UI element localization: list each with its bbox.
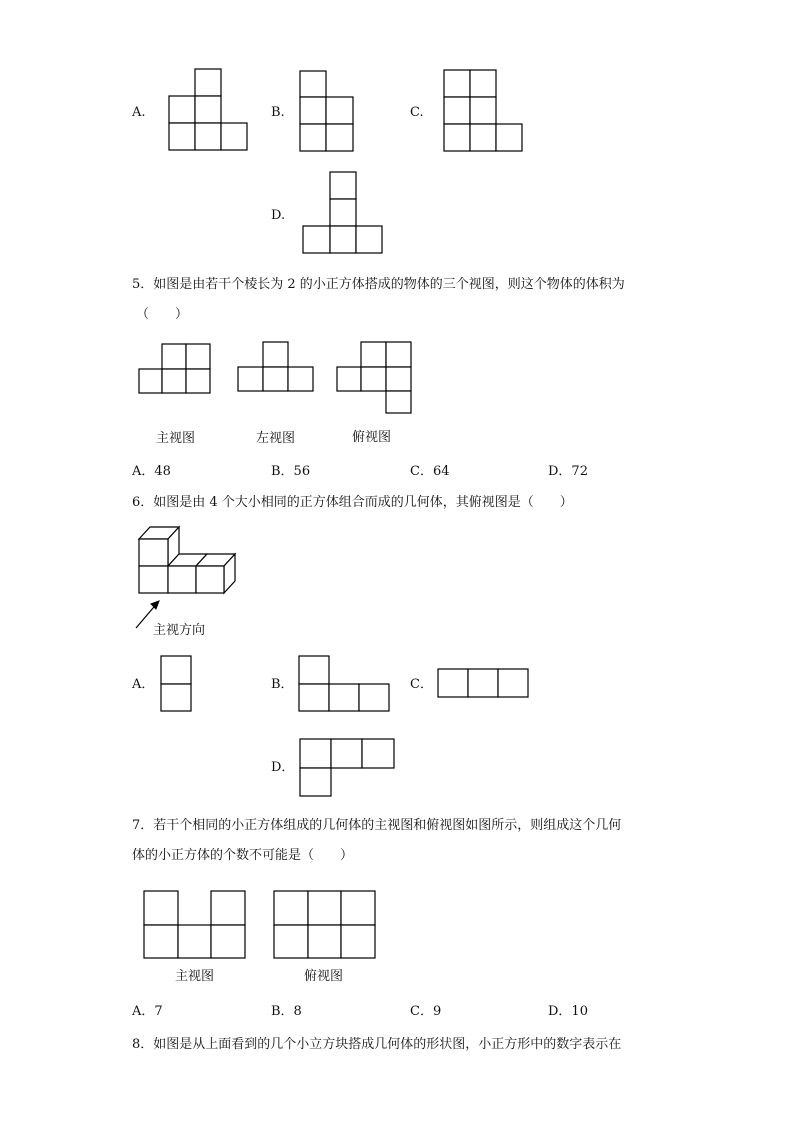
q7-stem-line2: 体的小正方体的个数不可能是（ ） <box>132 848 354 863</box>
q4-option-b-figure <box>299 71 355 153</box>
q6-option-d-figure <box>299 738 397 798</box>
q5-choice-a: A．48 <box>132 464 171 479</box>
q4-option-c-label: C. <box>410 105 424 120</box>
q4-option-d-figure <box>302 172 384 256</box>
q5-stem-line2: （ ） <box>136 307 189 322</box>
q8-stem-line1: 8．如图是从上面看到的几个小立方块搭成几何体的形状图，小正方形中的数字表示在 <box>132 1037 622 1052</box>
q7-stem-line1: 7．若干个相同的小正方体组成的几何体的主视图和俯视图如图所示，则组成这个几何 <box>132 818 622 833</box>
q7-front-view-figure <box>143 890 247 960</box>
q4-option-b-label: B. <box>271 105 285 120</box>
q6-stem: 6．如图是由 4 个大小相同的正方体组合而成的几何体，其俯视图是（ ） <box>132 495 573 510</box>
q5-stem-line1: 5．如图是由若干个棱长为 2 的小正方体搭成的物体的三个视图，则这个物体的体积为 <box>132 277 625 292</box>
q7-top-view-figure <box>273 890 377 960</box>
q7-choice-c: C．9 <box>410 1004 442 1019</box>
q7-choice-a: A．7 <box>132 1004 163 1019</box>
q5-caption-front-view: 主视图 <box>156 431 196 446</box>
q4-option-c-figure <box>443 70 525 154</box>
q5-choice-d: D．72 <box>548 464 588 479</box>
q5-top-view-figure <box>336 341 416 416</box>
q5-front-view-figure <box>138 343 214 395</box>
q7-choice-d: D．10 <box>548 1004 588 1019</box>
q6-option-b-figure <box>298 655 392 713</box>
q6-option-c-label: C． <box>410 677 433 692</box>
q5-left-view-figure <box>237 341 315 393</box>
q6-option-c-figure <box>437 668 531 699</box>
q4-option-a-label: A. <box>132 105 146 120</box>
q7-caption-top-view: 俯视图 <box>304 969 344 984</box>
q5-caption-top-view: 俯视图 <box>352 430 392 445</box>
q5-choice-b: B．56 <box>271 464 311 479</box>
q6-option-b-label: B． <box>271 677 294 692</box>
q4-option-d-label: D. <box>271 208 286 223</box>
q6-option-a-label: A． <box>132 677 155 692</box>
q5-choice-c: C．64 <box>410 464 450 479</box>
q7-caption-front-view: 主视图 <box>175 969 215 984</box>
q6-option-a-figure <box>160 655 193 713</box>
q7-choice-b: B．8 <box>271 1004 302 1019</box>
q5-caption-left-view: 左视图 <box>256 431 296 446</box>
q6-arrow-label: 主视方向 <box>153 623 206 638</box>
q6-option-d-label: D． <box>271 760 295 775</box>
q4-option-a-figure <box>168 69 248 153</box>
